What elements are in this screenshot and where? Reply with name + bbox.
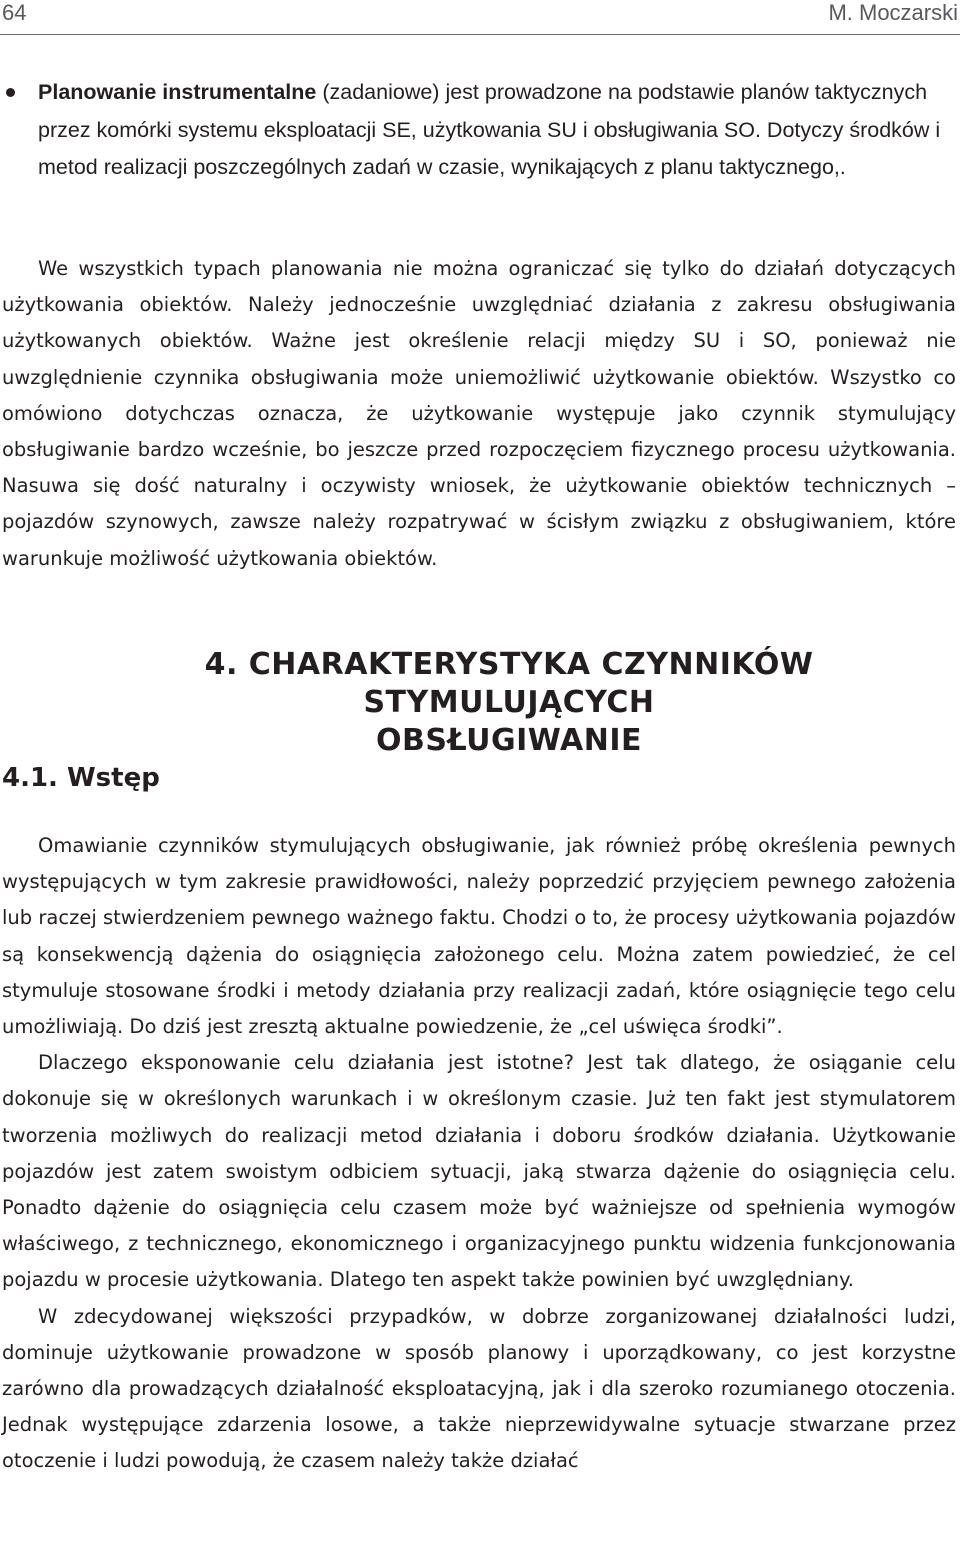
bold-term: Planowanie instrumentalne <box>38 80 317 104</box>
running-header <box>0 0 960 35</box>
bullet-list <box>2 74 958 187</box>
paragraph: W zdecydowanej większości przypadków, w dobrze zorganizowanej działalności ludzi, dominuje użytkowanie prowadzone w sposób planowy i uporządkowany, co jest korzystne zarówno dla prowadzących działalność eksploatacyjną, jak i dla szeroko rozumianego otoczenia. Jednak występujące zdarzenia losowe, a także nieprzewidywalne sytuacje stwarzane przez otoczenie i ludzi powodują, że czasem należy także działać <box>2 1304 956 1473</box>
paragraph: We wszystkich typach planowania nie można ograniczać się tylko do działań dotyczących użytkowania obiektów. Należy jednocześnie uwzględniać działania z zakresu obsługiwania użytkowanych obiektów. Ważne jest określenie relacji między SU i SO, ponieważ nie uwzględnienie czynnika obsługiwania może uniemożliwić użytkowanie obiektów. Wszystko co omówiono dotychczas oznacza, że użytkowanie występuje jako czynnik stymulujący obsługiwanie bardzo wcześnie, bo jeszcze przed rozpoczęciem fizycznego procesu użytkowania. Nasuwa się dość naturalny i oczywisty wniosek, że użytkowanie obiektów technicznych – pojazdów szynowych, zawsze należy rozpatrywać w ścisłym związku z obsługiwaniem, które warunkuje możliwość użytkowania obiektów. <box>2 257 956 570</box>
list-item <box>2 74 958 187</box>
running-author: M. Moczarski <box>828 0 958 25</box>
chapter-title <box>2 646 956 760</box>
body-text-block <box>2 251 956 577</box>
chapter-title-line: 4. CHARAKTERYSTYKA CZYNNIKÓW STYMULUJĄCYCH <box>204 647 814 720</box>
chapter-title-line: OBSŁUGIWANIE <box>375 723 643 758</box>
body-text-block <box>2 828 956 1480</box>
bullet-text: (zadaniowe) jest prowadzone na podstawie planów taktycznych przez komórki systemu eksploatacji SE, użytkowania SU i obsługiwania SO. Dotyczy środków i metod realizacji poszczególnych zadań w czasie, wynikających z planu taktycznego,. <box>38 80 941 179</box>
bullet-icon <box>6 88 15 97</box>
section-title: 4.1. Wstęp <box>2 763 160 793</box>
paragraph: Dlaczego eksponowanie celu działania jest istotne? Jest tak dlatego, że osiąganie celu dokonuje się w określonych warunkach i w określonym czasie. Już ten fakt jest stymulatorem tworzenia możliwych do realizacji metod działania i doboru środków działania. Użytkowanie pojazdów jest zatem swoistym odbiciem sytuacji, jaką stwarza dążenie do osiągnięcia celu. Ponadto dążenie do osiągnięcia celu czasem może być ważniejsze od spełnienia wymogów właściwego, z technicznego, ekonomicznego i organizacyjnego punktu widzenia funkcjonowania pojazdu w procesie użytkowania. Dlatego ten aspekt także powinien być uwzględniany. <box>2 1051 956 1292</box>
page-number: 64 <box>2 0 27 25</box>
paragraph: Omawianie czynników stymulujących obsługiwanie, jak również próbę określenia pewnych występujących w tym zakresie prawidłowości, należy poprzedzić przyjęciem pewnego założenia lub raczej stwierdzeniem pewnego ważnego faktu. Chodzi o to, że procesy użytkowania pojazdów są konsekwencją dążenia do osiągnięcia założonego celu. Można zatem powiedzieć, że cel stymuluje stosowane środki i metody działania przy realizacji zadań, które osiągnięcie tego celu umożliwiają. Do dziś jest zresztą aktualne powiedzenie, że „cel uświęca środki”. <box>2 834 956 1039</box>
